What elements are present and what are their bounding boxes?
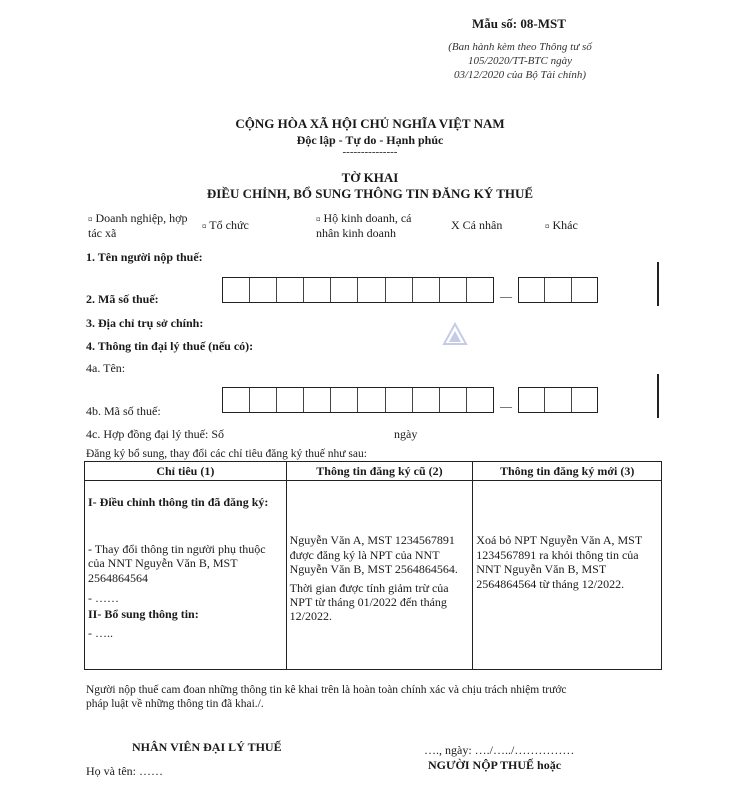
taxpayer-signature-title: NGƯỜI NỘP THUẾ hoặc bbox=[428, 758, 562, 772]
declaration-line-1: Người nộp thuế cam đoan những thông tin kê khai trên là hoàn toàn chính xác và chịu trách nhiệm trước bbox=[86, 684, 567, 696]
header-criteria: Chỉ tiêu (1) bbox=[85, 462, 287, 481]
option-individual[interactable]: X Cá nhân bbox=[451, 218, 503, 232]
cell-new-info bbox=[473, 481, 662, 670]
agent-tax-code-suffix-boxes[interactable] bbox=[518, 387, 598, 413]
criteria-dots-2: - ….. bbox=[88, 625, 113, 640]
tax-code-dash: — bbox=[500, 289, 512, 303]
changes-table bbox=[84, 461, 662, 670]
option-organization-label: Tổ chức bbox=[209, 218, 249, 232]
agent-contract-date-label: ngày bbox=[394, 427, 418, 441]
agent-contract-label: 4c. Hợp đồng đại lý thuế: Số bbox=[86, 427, 224, 441]
option-enterprise-label: Doanh nghiệp, hợp bbox=[95, 211, 188, 225]
issuance-note-line-1: (Ban hành kèm theo Thông tư số bbox=[448, 41, 592, 53]
agent-signature-name: Họ và tên: …… bbox=[86, 764, 163, 778]
form-subtitle: ĐIỀU CHỈNH, BỔ SUNG THÔNG TIN ĐĂNG KÝ THUẾ bbox=[206, 186, 534, 201]
agent-tax-code-label: 4b. Mã số thuế: bbox=[86, 404, 161, 418]
agent-name-label: 4a. Tên: bbox=[86, 361, 126, 375]
agent-signature-title: NHÂN VIÊN ĐẠI LÝ THUẾ bbox=[132, 740, 282, 754]
section-adjust: I- Điều chỉnh thông tin đã đăng ký: bbox=[88, 495, 269, 510]
option-household-label: Hộ kinh doanh, cá bbox=[323, 211, 412, 225]
issuance-note-line-3: 03/12/2020 của Bộ Tài chính) bbox=[454, 69, 586, 81]
national-motto: Độc lập - Tự do - Hạnh phúc bbox=[296, 133, 444, 147]
option-household-label-2: nhân kinh doanh bbox=[316, 226, 396, 241]
issuance-note-line-2: 105/2020/TT-BTC ngày bbox=[467, 55, 572, 67]
option-other-label: Khác bbox=[552, 218, 578, 232]
address-label: 3. Địa chỉ trụ sở chính: bbox=[86, 316, 204, 330]
table-row bbox=[85, 481, 662, 670]
vertical-rule-2 bbox=[657, 374, 659, 418]
section-supplement: II- Bổ sung thông tin: bbox=[88, 607, 199, 622]
option-household[interactable] bbox=[316, 211, 411, 240]
watermark-logo-icon bbox=[442, 322, 468, 348]
issuance-note bbox=[420, 40, 620, 82]
taxpayer-name-label: 1. Tên người nộp thuế: bbox=[86, 250, 203, 264]
option-organization[interactable] bbox=[202, 218, 249, 233]
header-old-info: Thông tin đăng ký cũ (2) bbox=[286, 462, 473, 481]
cell-old-info bbox=[286, 481, 473, 670]
country-name: CỘNG HÒA XÃ HỘI CHỦ NGHĨA VIỆT NAM bbox=[235, 116, 505, 131]
tax-code-label: 2. Mã số thuế: bbox=[86, 292, 159, 306]
table-intro: Đăng ký bổ sung, thay đổi các chỉ tiêu đăng ký thuế như sau: bbox=[86, 448, 367, 460]
tax-code-suffix-boxes[interactable] bbox=[518, 277, 598, 303]
tax-code-boxes[interactable] bbox=[222, 277, 494, 303]
new-info-para-1: Xoá bỏ NPT Nguyễn Văn A, MST 1234567891 ra khỏi thông tin của NNT Nguyễn Văn B, MST 2564864564 từ tháng 12/2022. bbox=[476, 533, 642, 591]
agent-tax-code-boxes[interactable] bbox=[222, 387, 494, 413]
form-title: TỜ KHAI bbox=[341, 170, 399, 185]
form-number: Mẫu số: 08-MST bbox=[472, 16, 566, 31]
criteria-dots-1: - …… bbox=[88, 590, 119, 605]
checkbox-enterprise-icon[interactable]: ¤ bbox=[88, 214, 93, 225]
old-info-para-2: Thời gian được tính giảm trừ của NPT từ tháng 01/2022 đến tháng 12/2022. bbox=[289, 580, 449, 624]
checkbox-household-icon[interactable]: ¤ bbox=[316, 214, 321, 225]
checkbox-other-icon[interactable]: ¤ bbox=[545, 221, 550, 232]
declaration bbox=[86, 683, 666, 711]
signature-date-line: …., ngày: …./…../…………… bbox=[424, 743, 575, 757]
table-header-row bbox=[85, 462, 662, 481]
motto-divider: --------------- bbox=[342, 146, 398, 158]
agent-tax-code-dash: — bbox=[500, 399, 512, 413]
checkbox-organization-icon[interactable]: ¤ bbox=[202, 221, 207, 232]
option-enterprise-label-2: tác xã bbox=[88, 226, 117, 241]
header-new-info: Thông tin đăng ký mới (3) bbox=[473, 462, 662, 481]
old-info-para-1: Nguyễn Văn A, MST 1234567891 được đăng ký là NPT của NNT Nguyễn Văn B, MST 2564864564. bbox=[289, 533, 458, 577]
vertical-rule-1 bbox=[657, 262, 659, 306]
cell-criteria bbox=[85, 481, 287, 670]
option-other[interactable] bbox=[545, 218, 578, 233]
option-enterprise[interactable] bbox=[88, 211, 188, 240]
agent-info-label: 4. Thông tin đại lý thuế (nếu có): bbox=[86, 339, 254, 353]
criteria-item-1: - Thay đổi thông tin người phụ thuộc của NNT Nguyễn Văn B, MST 2564864564 bbox=[88, 541, 266, 585]
declaration-line-2: pháp luật về những thông tin đã khai./. bbox=[86, 698, 264, 710]
